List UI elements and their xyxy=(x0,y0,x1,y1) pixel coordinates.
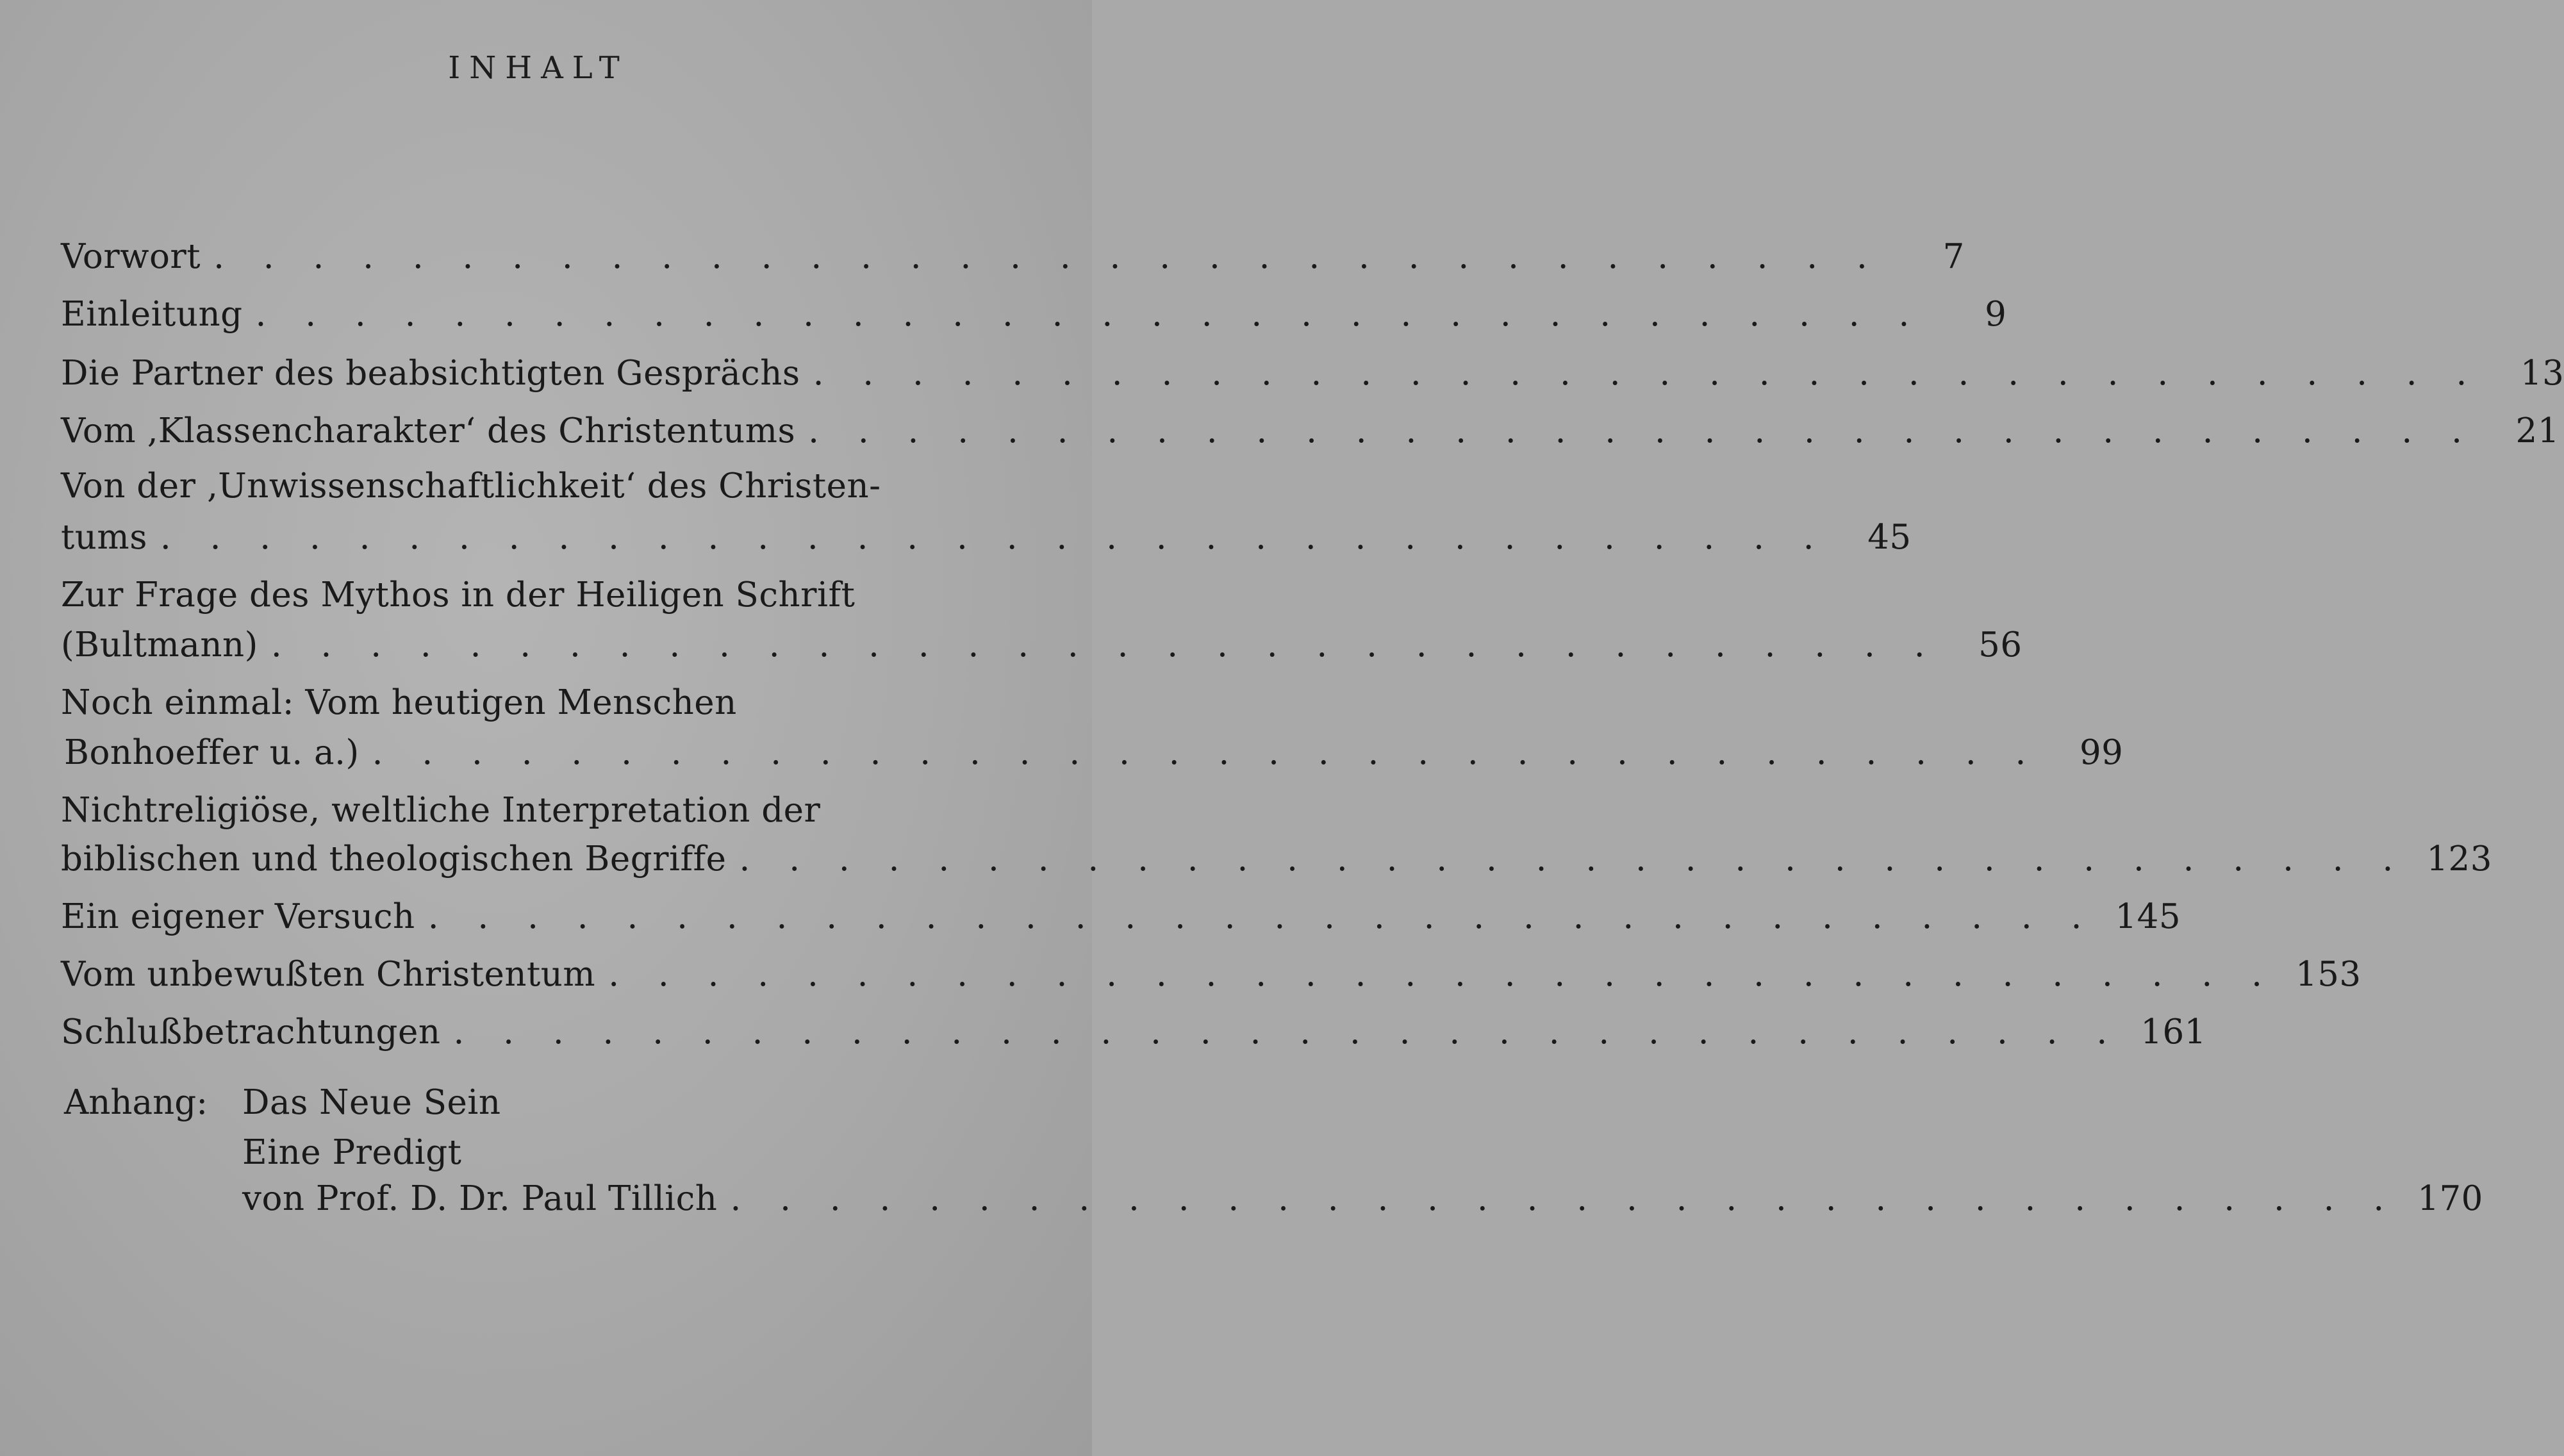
toc-entry-mythos-cont xyxy=(61,625,2022,677)
toc-entry-nichtreligioese xyxy=(61,791,820,842)
toc-entry-unwissenschaftlichkeit-cont xyxy=(61,518,1912,569)
toc-entry-title: Von der ‚Unwissenschaftlichkeit‘ des Christen- xyxy=(61,467,881,506)
toc-entry-vorwort xyxy=(61,237,1965,288)
toc-entry-mythos xyxy=(61,575,855,627)
toc-leader-dots: . . . . . . . . . . . . . . . . . . . . . . . . . . . . . . . . . . xyxy=(160,518,1828,557)
toc-entry-klassencharakter xyxy=(61,411,2560,463)
toc-entry-title: Noch einmal: Vom heutigen Menschen xyxy=(61,683,737,722)
toc-entry-partner xyxy=(61,354,2564,405)
toc-leader-dots: . . . . . . . . . . . . . . . . . . . . . . . . . . . . . . . . . . xyxy=(427,897,2096,936)
toc-leader-dots: . . . . . . . . . . . . . . . . . . . . . . . . . . . . . . . . . . xyxy=(608,955,2276,994)
toc-page-number: 21 xyxy=(2515,411,2560,451)
anhang-subtitle: Eine Predigt xyxy=(242,1133,462,1172)
toc-entry-unbewusstes-christentum xyxy=(61,955,2361,1006)
anhang-line-2 xyxy=(242,1133,461,1184)
toc-leader-dots: . . . . . . . . . . . . . . . . . . . . . . . . . . . . . . . . . . xyxy=(372,733,2040,772)
toc-entry-title: Zur Frage des Mythos in der Heiligen Schrift xyxy=(61,575,856,615)
toc-entry-eigener-versuch xyxy=(61,897,2181,948)
toc-entry-title: Vorwort xyxy=(61,237,201,276)
toc-page-number: 145 xyxy=(2115,897,2181,936)
toc-entry-title: Nichtreligiöse, weltliche Interpretation der xyxy=(61,791,821,830)
toc-leader-dots: . . . . . . . . . . . . . . . . . . . . . . . . . . . . . . . . . . xyxy=(813,354,2481,393)
toc-page-number: 170 xyxy=(2417,1179,2483,1218)
toc-entry-title: Vom ‚Klassencharakter‘ des Christentums xyxy=(61,411,796,451)
toc-leader-dots: . . . . . . . . . . . . . . . . . . . . . . . . . . . . . . . . . . xyxy=(270,625,1939,665)
toc-entry-title: Ein eigener Versuch xyxy=(61,897,415,936)
toc-entry-title: Einleitung xyxy=(61,295,243,334)
anhang-label: Anhang: xyxy=(64,1083,208,1122)
anhang-author: von Prof. D. Dr. Paul Tillich xyxy=(242,1179,718,1218)
toc-page-number: 45 xyxy=(1867,518,1912,557)
toc-leader-dots: . . . . . . . . . . . . . . . . . . . . . . . . . . . . . . . . . . xyxy=(808,411,2476,451)
toc-entry-title: Die Partner des beabsichtigten Gesprächs xyxy=(61,354,800,393)
toc-leader-dots: . . . . . . . . . . . . . . . . . . . . . . . . . . . . . . . . . . xyxy=(739,840,2408,879)
toc-page-number: 153 xyxy=(2295,955,2361,994)
toc-leader-dots: . . . . . . . . . . . . . . . . . . . . . . . . . . . . . . . . . . xyxy=(453,1013,2122,1052)
anhang-line-1 xyxy=(242,1083,500,1134)
toc-leader-dots: . . . . . . . . . . . . . . . . . . . . . . . . . . . . . . . . . . xyxy=(213,237,1882,276)
toc-page-number: 123 xyxy=(2426,840,2492,879)
anhang-title: Das Neue Sein xyxy=(242,1083,501,1122)
toc-entry-title-cont: Bonhoeffer u. a.) xyxy=(64,733,360,772)
toc-leader-dots: . . . . . . . . . . . . . . . . . . . . . . . . . . . . . . . . . . xyxy=(730,1179,2399,1218)
page-title: INHALT xyxy=(448,50,629,86)
toc-entry-noch-einmal xyxy=(61,683,737,734)
toc-page-number: 13 xyxy=(2520,354,2564,393)
toc-entry-title-cont: (Bultmann) xyxy=(61,625,258,665)
toc-entry-nichtreligioese-cont xyxy=(61,840,2492,891)
toc-entry-noch-einmal-cont xyxy=(64,733,2124,784)
toc-entry-einleitung xyxy=(61,295,2007,346)
toc-page-number: 161 xyxy=(2140,1013,2206,1052)
toc-entry-title: Schlußbetrachtungen xyxy=(61,1013,441,1052)
toc-page-number: 99 xyxy=(2079,733,2124,772)
toc-entry-title-cont: tums xyxy=(61,518,147,557)
toc-entry-schlussbetrachtungen xyxy=(61,1013,2206,1064)
toc-entry-unwissenschaftlichkeit xyxy=(61,467,881,518)
toc-page-number: 56 xyxy=(1978,625,2022,665)
toc-entry-title: Vom unbewußten Christentum xyxy=(61,955,596,994)
anhang-line-3 xyxy=(242,1179,2483,1230)
toc-leader-dots: . . . . . . . . . . . . . . . . . . . . . . . . . . . . . . . . . . xyxy=(255,295,1924,334)
toc-page-number: 9 xyxy=(1985,295,2007,334)
toc-entry-title-cont: biblischen und theologischen Begriffe xyxy=(61,840,727,879)
toc-page-number: 7 xyxy=(1942,237,1965,276)
